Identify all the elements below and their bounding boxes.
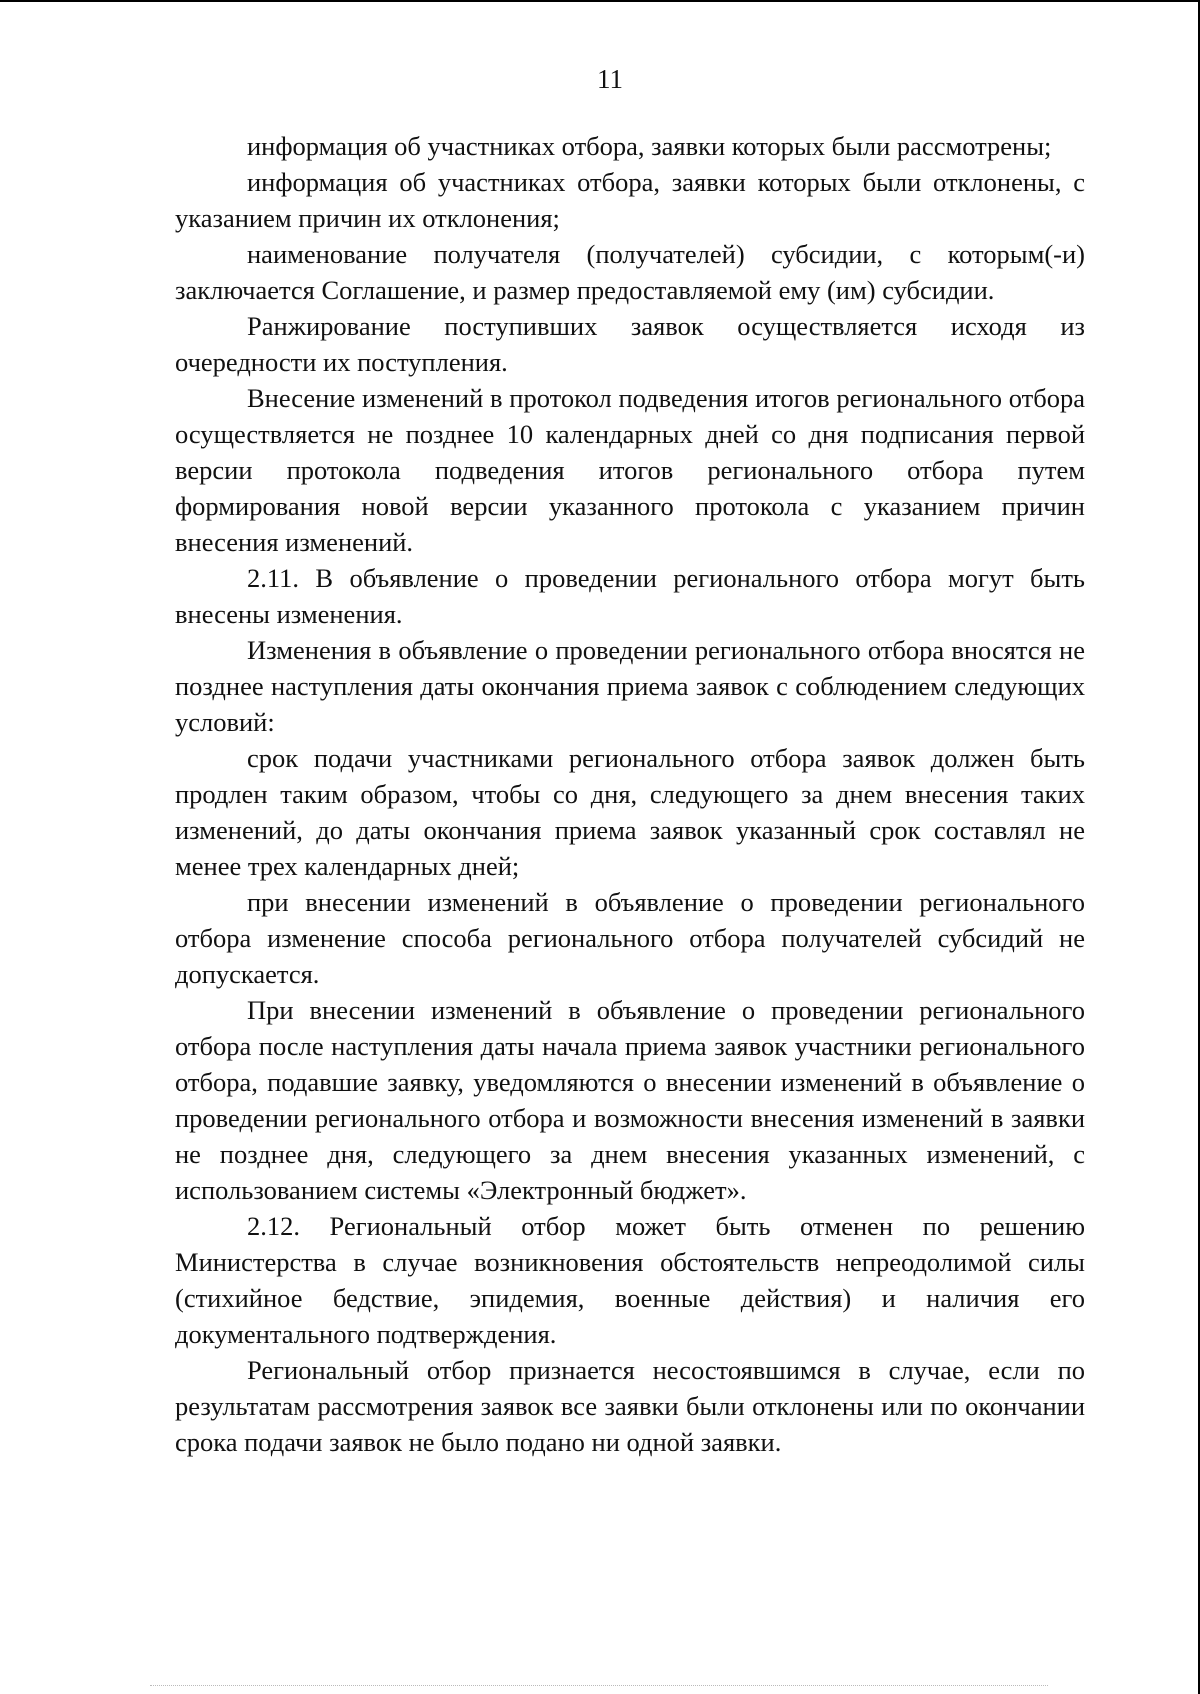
paragraph-failed-selection: Региональный отбор признается несостоявшимся в случае, если по результатам рассмотрения заявок все заявки были отклонены или по окончании срока подачи заявок не было подано ни одной заявки. bbox=[175, 1355, 1085, 1457]
paragraph-recipient-name: наименование получателя (получателей) субсидии, с которым(-и) заключается Соглашение, и размер предоставляемой ему (им) субсидии. bbox=[175, 239, 1085, 305]
paragraph-deadline-extension: срок подачи участниками регионального отбора заявок должен быть продлен таким образом, чтобы со дня, следующего за днем внесения таких изменений, до даты окончания приема заявок указанный срок составлял не менее трех календарных дней; bbox=[175, 743, 1085, 881]
paragraph-change-conditions: Изменения в объявление о проведении регионального отбора вносятся не позднее наступления даты окончания приема заявок с соблюдением следующих условий: bbox=[175, 635, 1085, 737]
paragraph-participants-reviewed: информация об участниках отбора, заявки которых были рассмотрены; bbox=[247, 131, 1052, 161]
paragraph-section-2-11: 2.11. В объявление о проведении регионального отбора могут быть внесены изменения. bbox=[175, 563, 1085, 629]
paragraph-protocol-changes: Внесение изменений в протокол подведения итогов регионального отбора осуществляется не позднее 10 календарных дней со дня подписания первой версии протокола подведения итогов регионального отбора путем формирования новой версии указанного протокола с указанием причин внесения изменений. bbox=[175, 383, 1085, 557]
paragraph-participants-rejected: информация об участниках отбора, заявки которых были отклонены, с указанием причин их отклонения; bbox=[175, 167, 1085, 233]
paragraph-notification: При внесении изменений в объявление о проведении регионального отбора после наступления даты начала приема заявок участники регионального отбора, подавшие заявку, уведомляются о внесении изменений в объявление о проведении регионального отбора и возможности внесения изменений в заявки не позднее дня, следующего за днем внесения указанных изменений, с использованием системы «Электронный бюджет». bbox=[175, 995, 1085, 1205]
paragraph-ranking: Ранжирование поступивших заявок осуществляется исходя из очередности их поступления. bbox=[175, 311, 1085, 377]
page-number: 11 bbox=[597, 64, 623, 94]
document-body bbox=[175, 128, 1085, 1460]
paragraph-method-change: при внесении изменений в объявление о проведении регионального отбора изменение способа регионального отбора получателей субсидий не допускается. bbox=[175, 887, 1085, 989]
scan-artifact-line bbox=[150, 1685, 1048, 1688]
paragraph-section-2-12: 2.12. Региональный отбор может быть отменен по решению Министерства в случае возникновения обстоятельств непреодолимой силы (стихийное бедствие, эпидемия, военные действия) и наличия его документального подтверждения. bbox=[175, 1211, 1085, 1349]
